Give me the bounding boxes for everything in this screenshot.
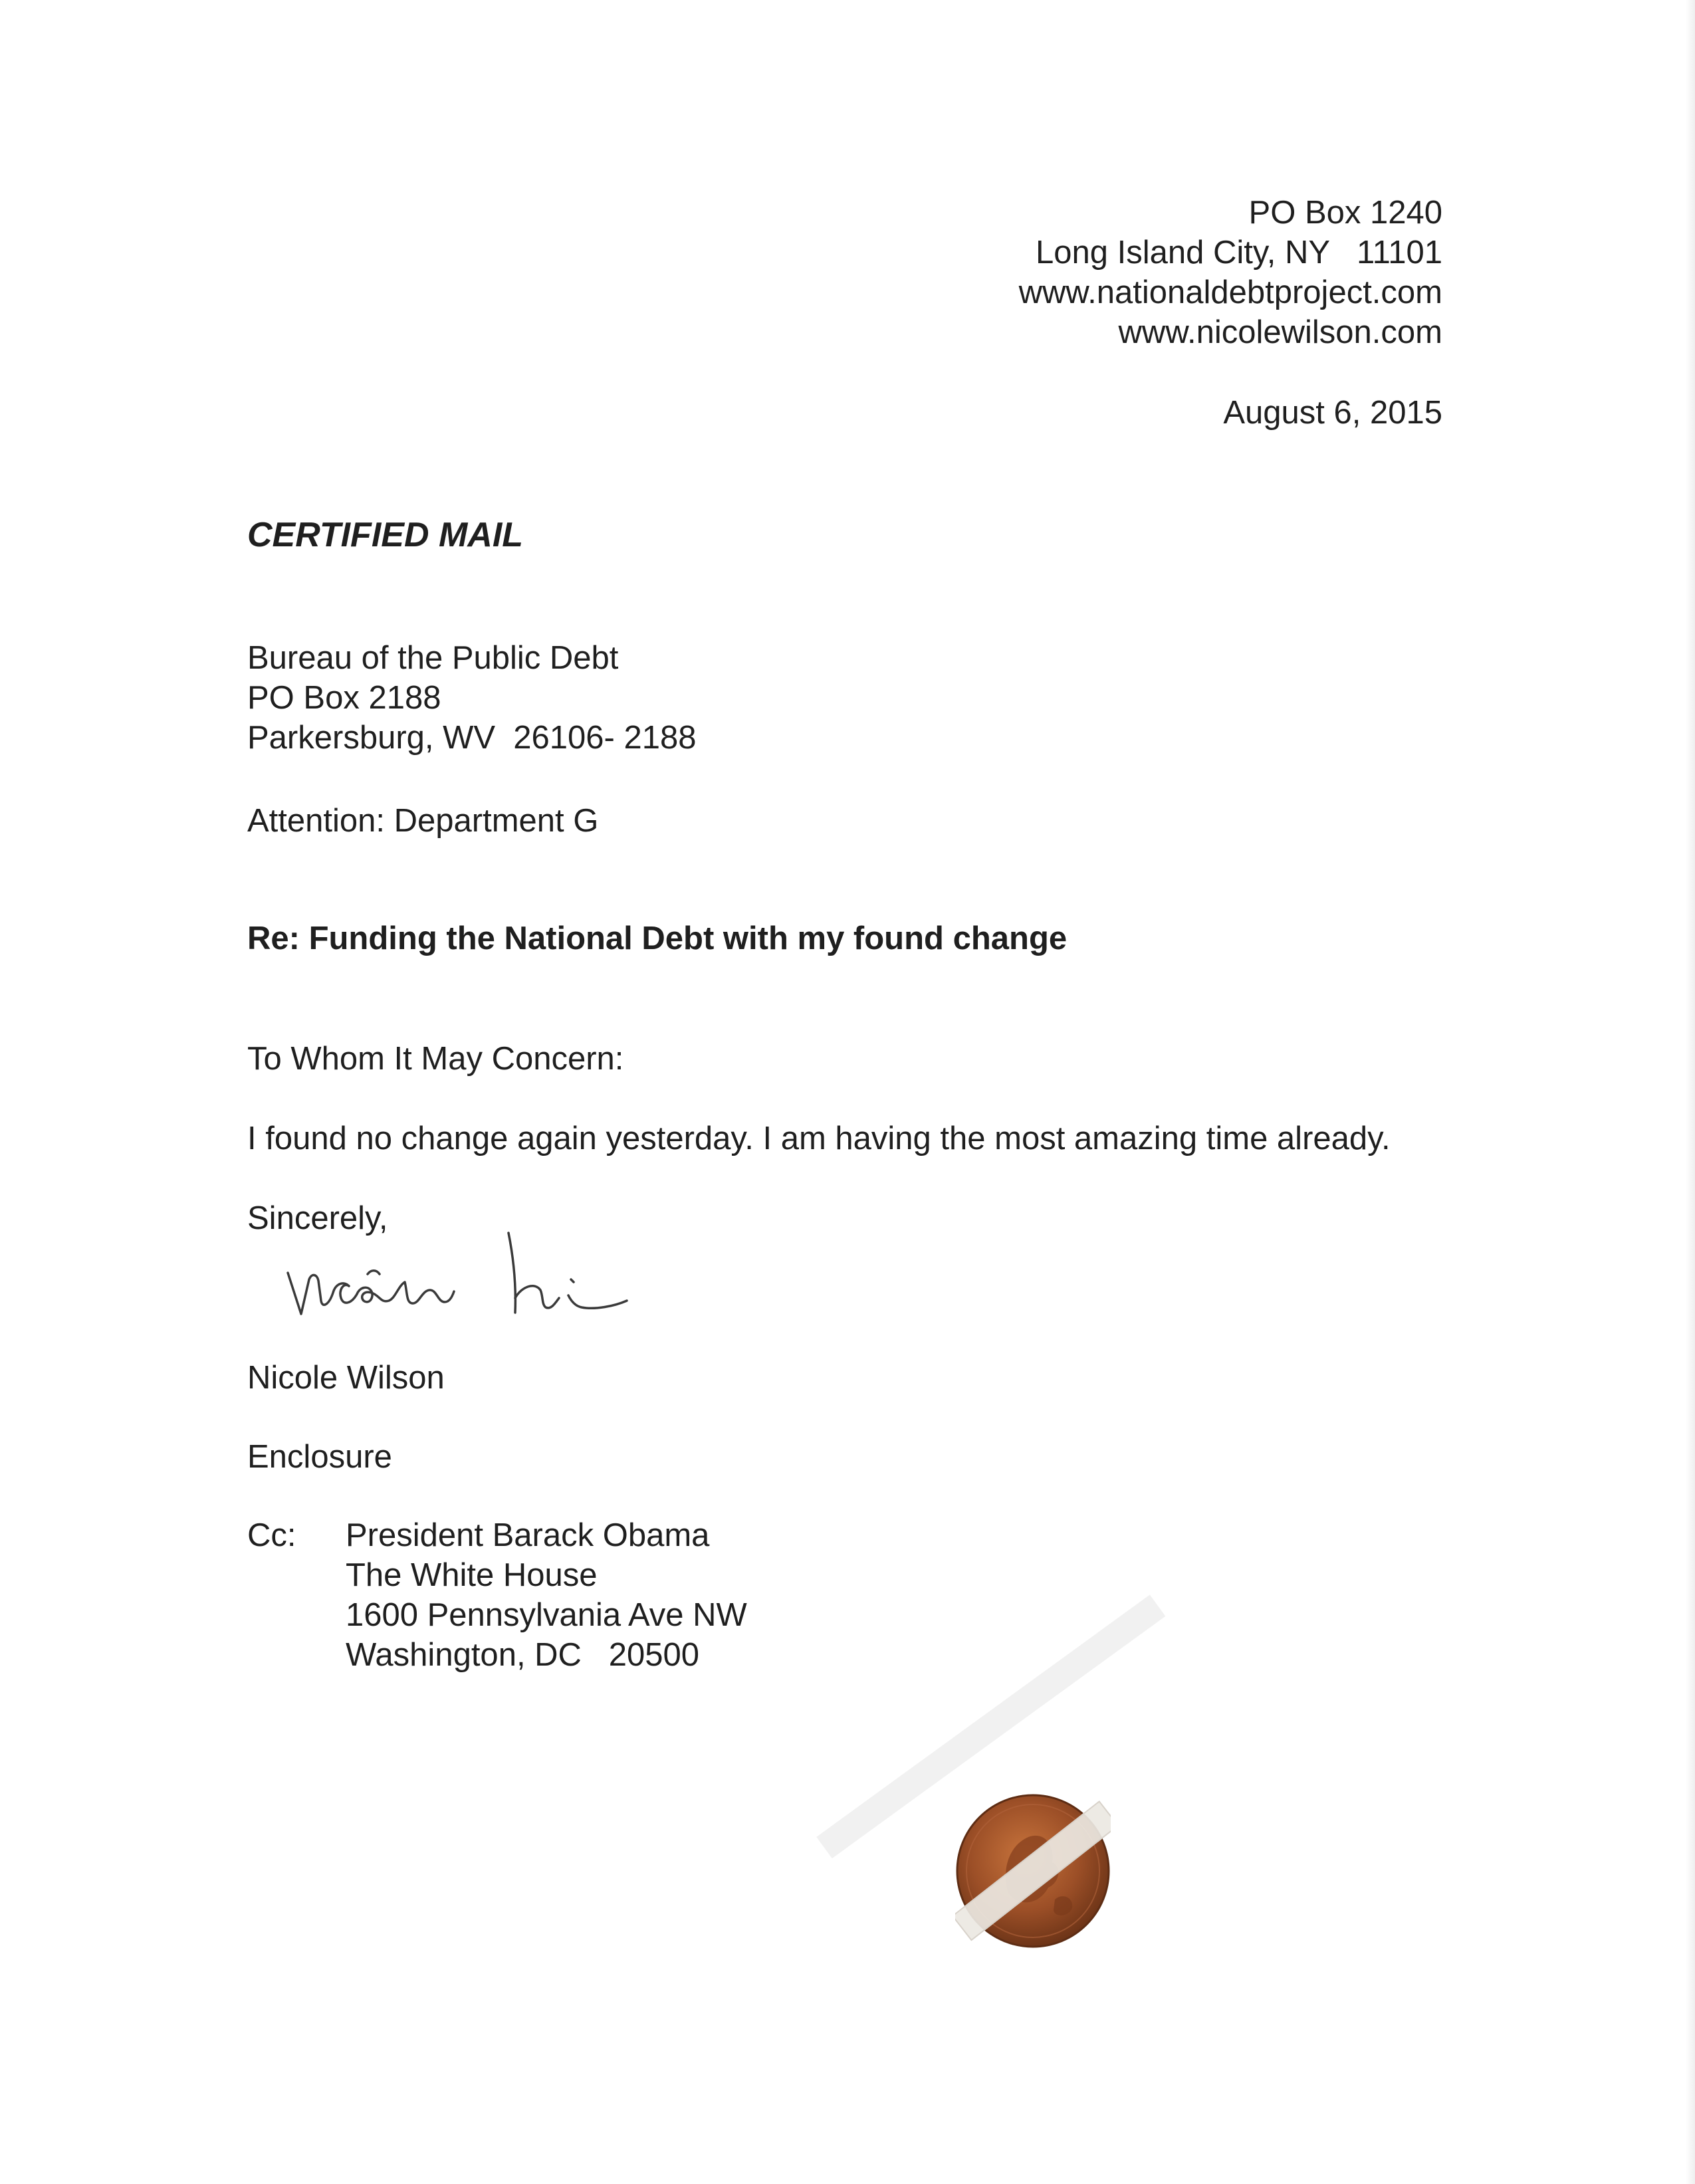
return-address-line: www.nicolewilson.com: [1118, 314, 1442, 350]
signature-icon: [282, 1226, 681, 1333]
recipient-address: [247, 638, 696, 758]
cc-line: President Barack Obama: [346, 1517, 710, 1553]
salutation: To Whom It May Concern:: [247, 1041, 624, 1077]
closing: Sincerely,: [247, 1200, 388, 1236]
cc-address: [346, 1515, 747, 1675]
page-edge: [1686, 0, 1695, 2184]
letter-date: August 6, 2015: [1223, 395, 1442, 431]
recipient-line: PO Box 2188: [247, 680, 441, 716]
cc-line: The White House: [346, 1557, 598, 1593]
return-address-line: Long Island City, NY 11101: [1036, 235, 1442, 271]
recipient-line: Parkersburg, WV 26106- 2188: [247, 720, 697, 756]
letter-body: I found no change again yesterday. I am having the most amazing time already.: [247, 1121, 1391, 1156]
subject-line: Re: Funding the National Debt with my found change: [247, 921, 1068, 956]
enclosure-label: Enclosure: [247, 1439, 392, 1475]
cc-label: Cc:: [247, 1517, 296, 1553]
penny-icon: [955, 1793, 1111, 1949]
return-address-line: PO Box 1240: [1248, 195, 1442, 231]
signer-name: Nicole Wilson: [247, 1360, 445, 1396]
delivery-method: CERTIFIED MAIL: [247, 516, 524, 554]
return-address: [1019, 193, 1442, 352]
return-address-line: www.nationaldebtproject.com: [1018, 274, 1442, 310]
attention-line: Attention: Department G: [247, 803, 599, 839]
cc-line: Washington, DC 20500: [346, 1637, 700, 1673]
cc-line: 1600 Pennsylvania Ave NW: [346, 1597, 747, 1633]
recipient-line: Bureau of the Public Debt: [247, 640, 619, 676]
